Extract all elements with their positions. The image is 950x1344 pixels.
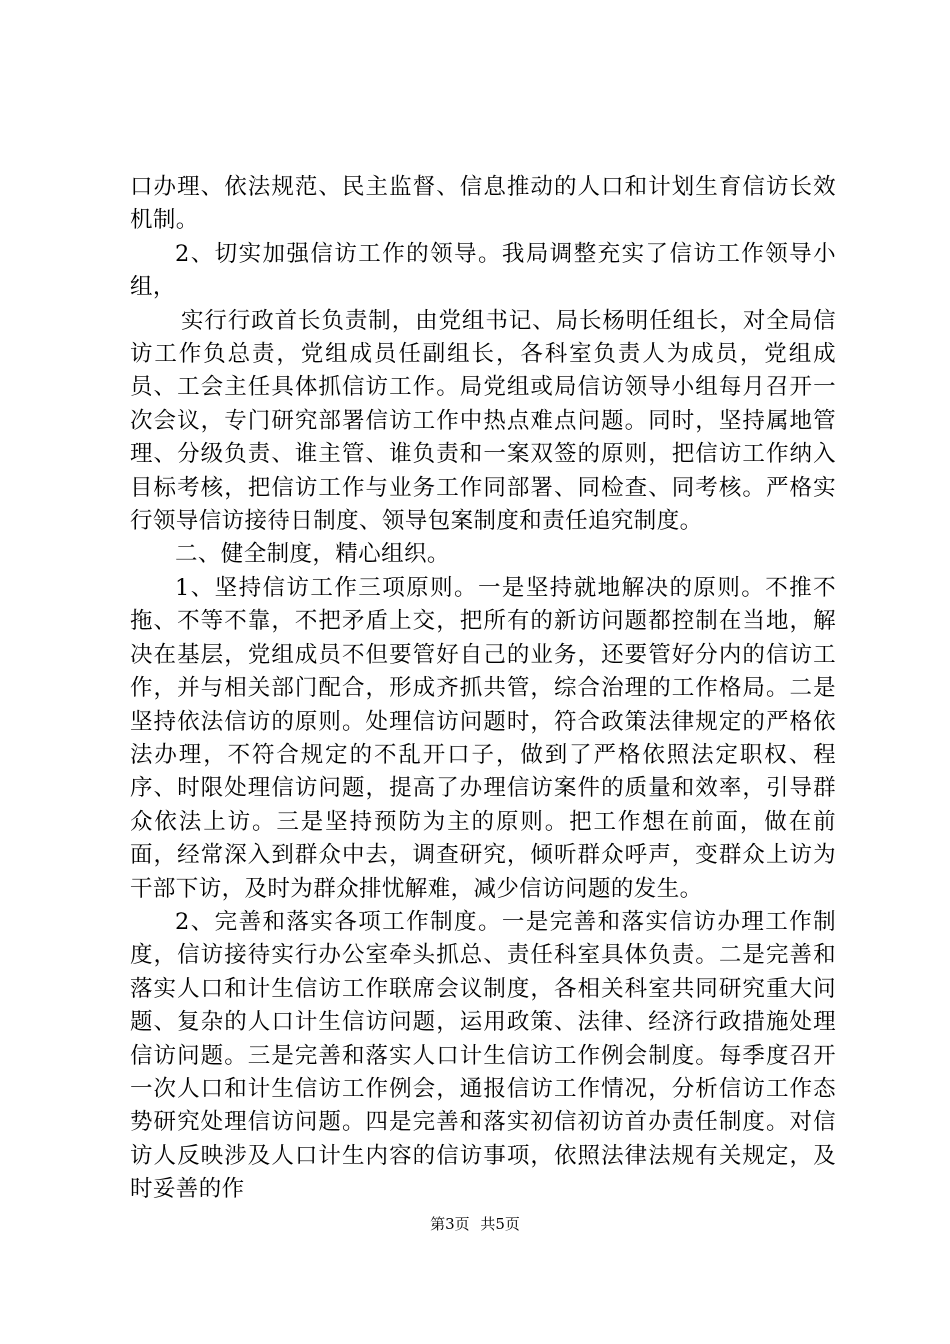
paragraph-responsibility-system: 实行行政首长负责制，由党组书记、局长杨明任组长，对全局信访工作负总责，党组成员任副组长，各科室负责人为成员，党组成员、工会主任具体抓信访工作。局党组或局信访领导小组每月召开一次会议，专门研究部署信访工作中热点难点问题。同时，坚持属地管理、分级负责、谁主管、谁负责和一案双签的原则，把信访工作纳入目标考核，把信访工作与业务工作同部署、同检查、同考核。严格实行领导信访接待日制度、领导包案制度和责任追究制度。: [130, 307, 836, 535]
paragraph-leadership: 2、切实加强信访工作的领导。我局调整充实了信访工作领导小组，: [130, 240, 836, 301]
page-total: 共5页: [480, 1215, 520, 1233]
page-footer: [0, 1214, 950, 1234]
paragraph-continuation: 口办理、依法规范、民主监督、信息推动的人口和计划生育信访长效机制。: [130, 174, 836, 234]
paragraph-three-principles: 1、坚持信访工作三项原则。一是坚持就地解决的原则。不推不拖、不等不靠，不把矛盾上交，把所有的新访问题都控制在当地，解决在基层，党组成员不但要管好自己的业务，还要管好分内的信访工作，并与相关部门配合，形成齐抓共管，综合治理的工作格局。二是坚持依法信访的原则。处理信访问题时，符合政策法律规定的严格依法办理，不符合规定的不乱开口子，做到了严格依照法定职权、程序、时限处理信访问题，提高了办理信访案件的质量和效率，引导群众依法上访。三是坚持预防为主的原则。把工作想在前面，做在前面，经常深入到群众中去，调查研究，倾听群众呼声，变群众上访为干部下访，及时为群众排忧解难，减少信访问题的发生。: [130, 574, 836, 902]
section-heading-2: 二、健全制度，精心组织。: [175, 541, 450, 568]
paragraph-work-systems: 2、完善和落实各项工作制度。一是完善和落实信访办理工作制度，信访接待实行办公室牵头抓总、责任科室具体负责。二是完善和落实人口和计生信访工作联席会议制度，各相关科室共同研究重大问题、复杂的人口计生信访问题，运用政策、法律、经济行政措施处理信访问题。三是完善和落实人口计生信访工作例会制度。每季度召开一次人口和计生信访工作例会，通报信访工作情况，分析信访工作态势研究处理信访问题。四是完善和落实初信初访首办责任制度。对信访人反映涉及人口计生内容的信访事项，依照法律法规有关规定，及时妥善的作: [130, 908, 836, 1203]
document-body: [130, 171, 836, 1207]
page-number: 第3页: [430, 1215, 470, 1233]
